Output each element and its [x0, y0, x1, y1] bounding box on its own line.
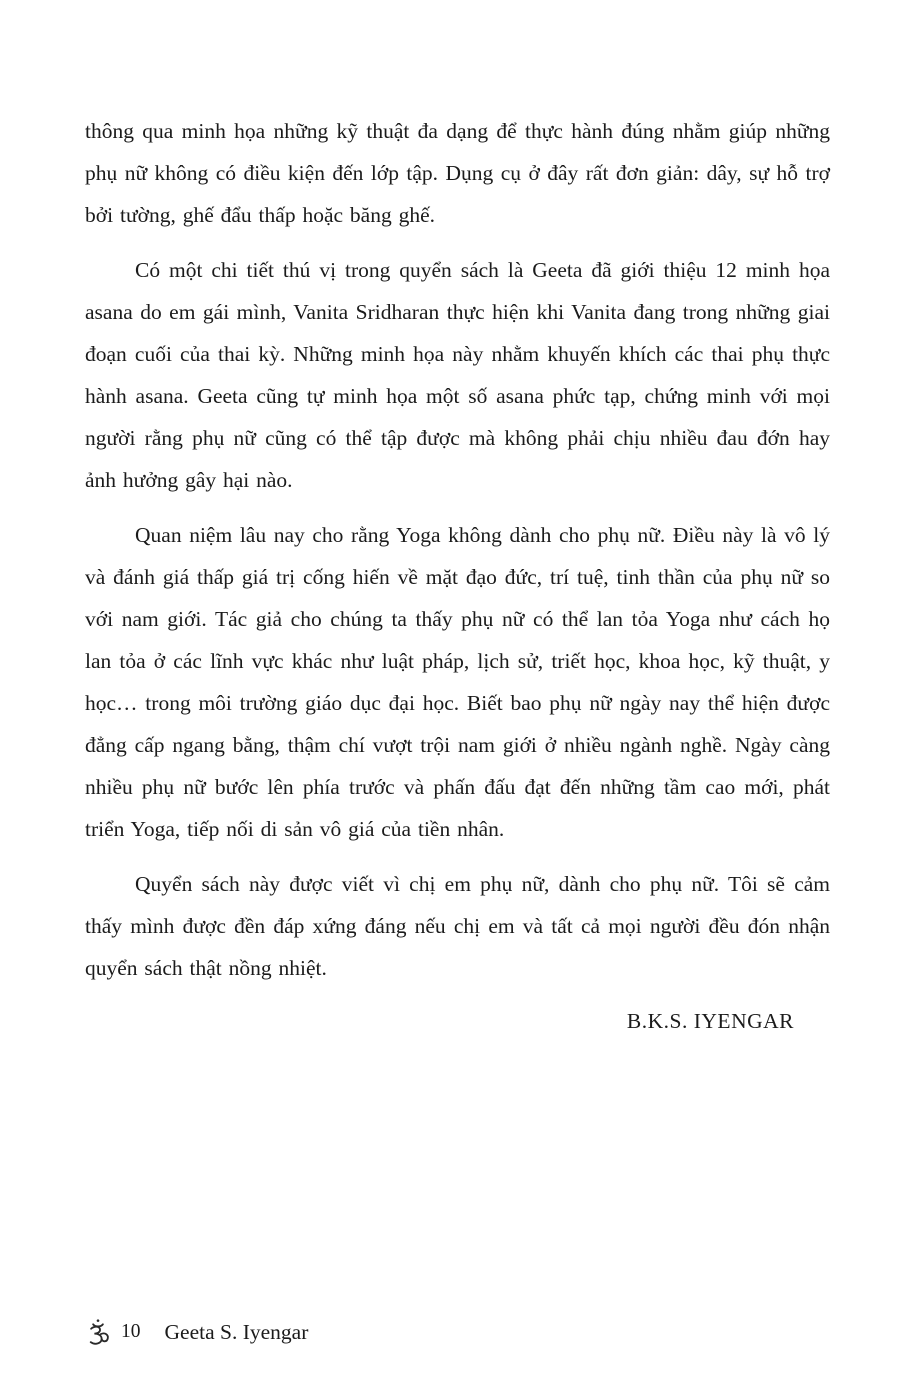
- page-footer: [85, 1317, 308, 1347]
- paragraph: Có một chi tiết thú vị trong quyển sách là Geeta đã giới thiệu 12 minh họa asana do em gái mình, Vanita Sridharan thực hiện khi Vanita đang trong những giai đoạn cuối của thai kỳ. Những minh họa này nhằm khuyến khích các thai phụ thực hành asana. Geeta cũng tự minh họa một số asana phức tạp, chứng minh với mọi người rằng phụ nữ cũng có thể tập được mà không phải chịu nhiều đau đớn hay ảnh hưởng gây hại nào.: [85, 258, 830, 492]
- running-title: Geeta S. Iyengar: [164, 1319, 309, 1344]
- page-number: 10: [121, 1321, 141, 1342]
- paragraph: Quan niệm lâu nay cho rằng Yoga không dành cho phụ nữ. Điều này là vô lý và đánh giá thấp giá trị cống hiến về mặt đạo đức, trí tuệ, tinh thần của phụ nữ so với nam giới. Tác giả cho chúng ta thấy phụ nữ có thể lan tỏa Yoga như cách họ lan tỏa ở các lĩnh vực khác như luật pháp, lịch sử, triết học, khoa học, kỹ thuật, y học… trong môi trường giáo dục đại học. Biết bao phụ nữ ngày nay thể hiện được đẳng cấp ngang bằng, thậm chí vượt trội nam giới ở nhiều ngành nghề. Ngày càng nhiều phụ nữ bước lên phía trước và phấn đấu đạt đến những tầm cao mới, phát triển Yoga, tiếp nối di sản vô giá của tiền nhân.: [85, 523, 830, 841]
- body-text: [85, 110, 830, 1034]
- om-icon: [85, 1317, 111, 1347]
- paragraph: Quyển sách này được viết vì chị em phụ nữ, dành cho phụ nữ. Tôi sẽ cảm thấy mình được đền đáp xứng đáng nếu chị em và tất cả mọi người đều đón nhận quyển sách thật nồng nhiệt.: [85, 872, 830, 980]
- paragraph: thông qua minh họa những kỹ thuật đa dạng để thực hành đúng nhằm giúp những phụ nữ không có điều kiện đến lớp tập. Dụng cụ ở đây rất đơn giản: dây, sự hỗ trợ bởi tường, ghế đẩu thấp hoặc băng ghế.: [85, 119, 830, 227]
- author-signature: B.K.S. IYENGAR: [626, 1009, 794, 1033]
